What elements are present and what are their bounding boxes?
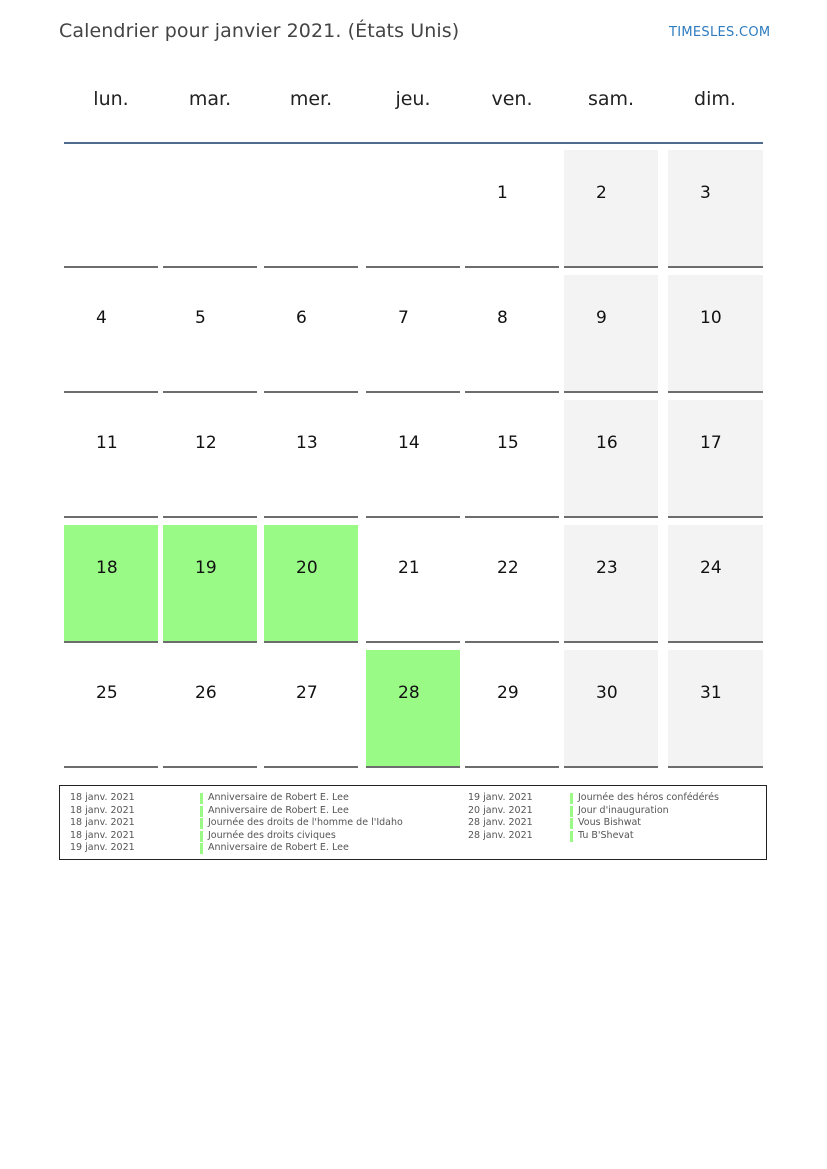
day-number: 25	[96, 683, 118, 703]
legend-date: 18 janv. 2021	[70, 792, 135, 803]
day-number: 27	[296, 683, 318, 703]
day-number: 5	[195, 308, 206, 328]
empty-cell	[64, 150, 158, 268]
site-link[interactable]: TIMESLES.COM	[669, 25, 771, 40]
day-cell[interactable]	[465, 650, 559, 768]
legend-color-marker	[200, 831, 203, 842]
day-number: 3	[700, 183, 711, 203]
day-number: 22	[497, 558, 519, 578]
day-cell[interactable]	[64, 400, 158, 518]
legend-holiday-name: Journée des droits de l'homme de l'Idaho	[208, 817, 403, 828]
day-number: 18	[96, 558, 118, 578]
day-number: 16	[596, 433, 618, 453]
page-title: Calendrier pour janvier 2021. (États Unis)	[59, 20, 460, 42]
day-number: 24	[700, 558, 722, 578]
legend-color-marker	[570, 806, 573, 817]
day-cell[interactable]	[465, 275, 559, 393]
day-number: 1	[497, 183, 508, 203]
day-cell[interactable]	[264, 400, 358, 518]
day-cell[interactable]	[668, 650, 763, 768]
day-cell[interactable]	[64, 275, 158, 393]
day-cell[interactable]	[564, 275, 658, 393]
day-cell[interactable]	[366, 650, 460, 768]
day-number: 31	[700, 683, 722, 703]
day-number: 9	[596, 308, 607, 328]
day-cell[interactable]	[668, 525, 763, 643]
day-number: 19	[195, 558, 217, 578]
day-number: 23	[596, 558, 618, 578]
legend-color-marker	[570, 831, 573, 842]
day-number: 8	[497, 308, 508, 328]
day-number: 7	[398, 308, 409, 328]
day-cell[interactable]	[366, 275, 460, 393]
empty-cell	[264, 150, 358, 268]
legend-holiday-name: Anniversaire de Robert E. Lee	[208, 842, 349, 853]
legend-color-marker	[200, 818, 203, 829]
legend-date: 28 janv. 2021	[468, 817, 533, 828]
legend-holiday-name: Tu B'Shevat	[578, 829, 634, 841]
day-number: 14	[398, 433, 420, 453]
weekday-label: mar.	[188, 88, 232, 110]
day-cell[interactable]	[564, 400, 658, 518]
day-cell[interactable]	[64, 525, 158, 643]
day-cell[interactable]	[163, 650, 257, 768]
legend-holiday-name: Jour d'inauguration	[578, 804, 669, 816]
legend-date: 18 janv. 2021	[70, 804, 135, 816]
day-cell[interactable]	[366, 525, 460, 643]
day-number: 2	[596, 183, 607, 203]
day-number: 20	[296, 558, 318, 578]
day-number: 17	[700, 433, 722, 453]
day-cell[interactable]	[465, 525, 559, 643]
day-cell[interactable]	[668, 400, 763, 518]
day-number: 4	[96, 308, 107, 328]
legend-date: 28 janv. 2021	[468, 829, 533, 841]
holiday-legend	[59, 785, 767, 860]
legend-date: 20 janv. 2021	[468, 804, 533, 816]
day-number: 21	[398, 558, 420, 578]
day-cell[interactable]	[163, 400, 257, 518]
day-cell[interactable]	[264, 525, 358, 643]
day-cell[interactable]	[564, 525, 658, 643]
weekday-header	[64, 88, 763, 122]
header-divider	[64, 142, 763, 144]
day-number: 13	[296, 433, 318, 453]
day-number: 30	[596, 683, 618, 703]
day-cell[interactable]	[668, 150, 763, 268]
day-cell[interactable]	[668, 275, 763, 393]
legend-color-marker	[570, 818, 573, 829]
day-cell[interactable]	[366, 400, 460, 518]
day-cell[interactable]	[264, 650, 358, 768]
empty-cell	[163, 150, 257, 268]
legend-date: 18 janv. 2021	[70, 817, 135, 828]
day-cell[interactable]	[163, 525, 257, 643]
weekday-label: jeu.	[395, 88, 431, 110]
weekday-label: dim.	[694, 88, 736, 110]
day-cell[interactable]	[465, 400, 559, 518]
day-number: 28	[398, 683, 420, 703]
legend-color-marker	[570, 793, 573, 804]
legend-color-marker	[200, 793, 203, 804]
day-cell[interactable]	[564, 150, 658, 268]
day-cell[interactable]	[264, 275, 358, 393]
day-number: 29	[497, 683, 519, 703]
legend-date: 19 janv. 2021	[468, 792, 533, 803]
weekday-label: ven.	[491, 88, 533, 110]
weekday-label: lun.	[93, 88, 129, 110]
day-cell[interactable]	[564, 650, 658, 768]
day-cell[interactable]	[465, 150, 559, 268]
day-number: 15	[497, 433, 519, 453]
legend-holiday-name: Journée des droits civiques	[208, 829, 336, 841]
day-number: 10	[700, 308, 722, 328]
day-cell[interactable]	[163, 275, 257, 393]
legend-color-marker	[200, 806, 203, 817]
legend-date: 19 janv. 2021	[70, 842, 135, 853]
day-number: 6	[296, 308, 307, 328]
weekday-label: mer.	[289, 88, 333, 110]
legend-holiday-name: Journée des héros confédérés	[578, 792, 719, 803]
empty-cell	[366, 150, 460, 268]
legend-date: 18 janv. 2021	[70, 829, 135, 841]
weekday-label: sam.	[587, 88, 635, 110]
legend-holiday-name: Vous Bishwat	[578, 817, 642, 828]
legend-holiday-name: Anniversaire de Robert E. Lee	[208, 804, 349, 816]
day-number: 12	[195, 433, 217, 453]
day-cell[interactable]	[64, 650, 158, 768]
legend-holiday-name: Anniversaire de Robert E. Lee	[208, 792, 349, 803]
legend-color-marker	[200, 843, 203, 854]
day-number: 11	[96, 433, 118, 453]
day-number: 26	[195, 683, 217, 703]
